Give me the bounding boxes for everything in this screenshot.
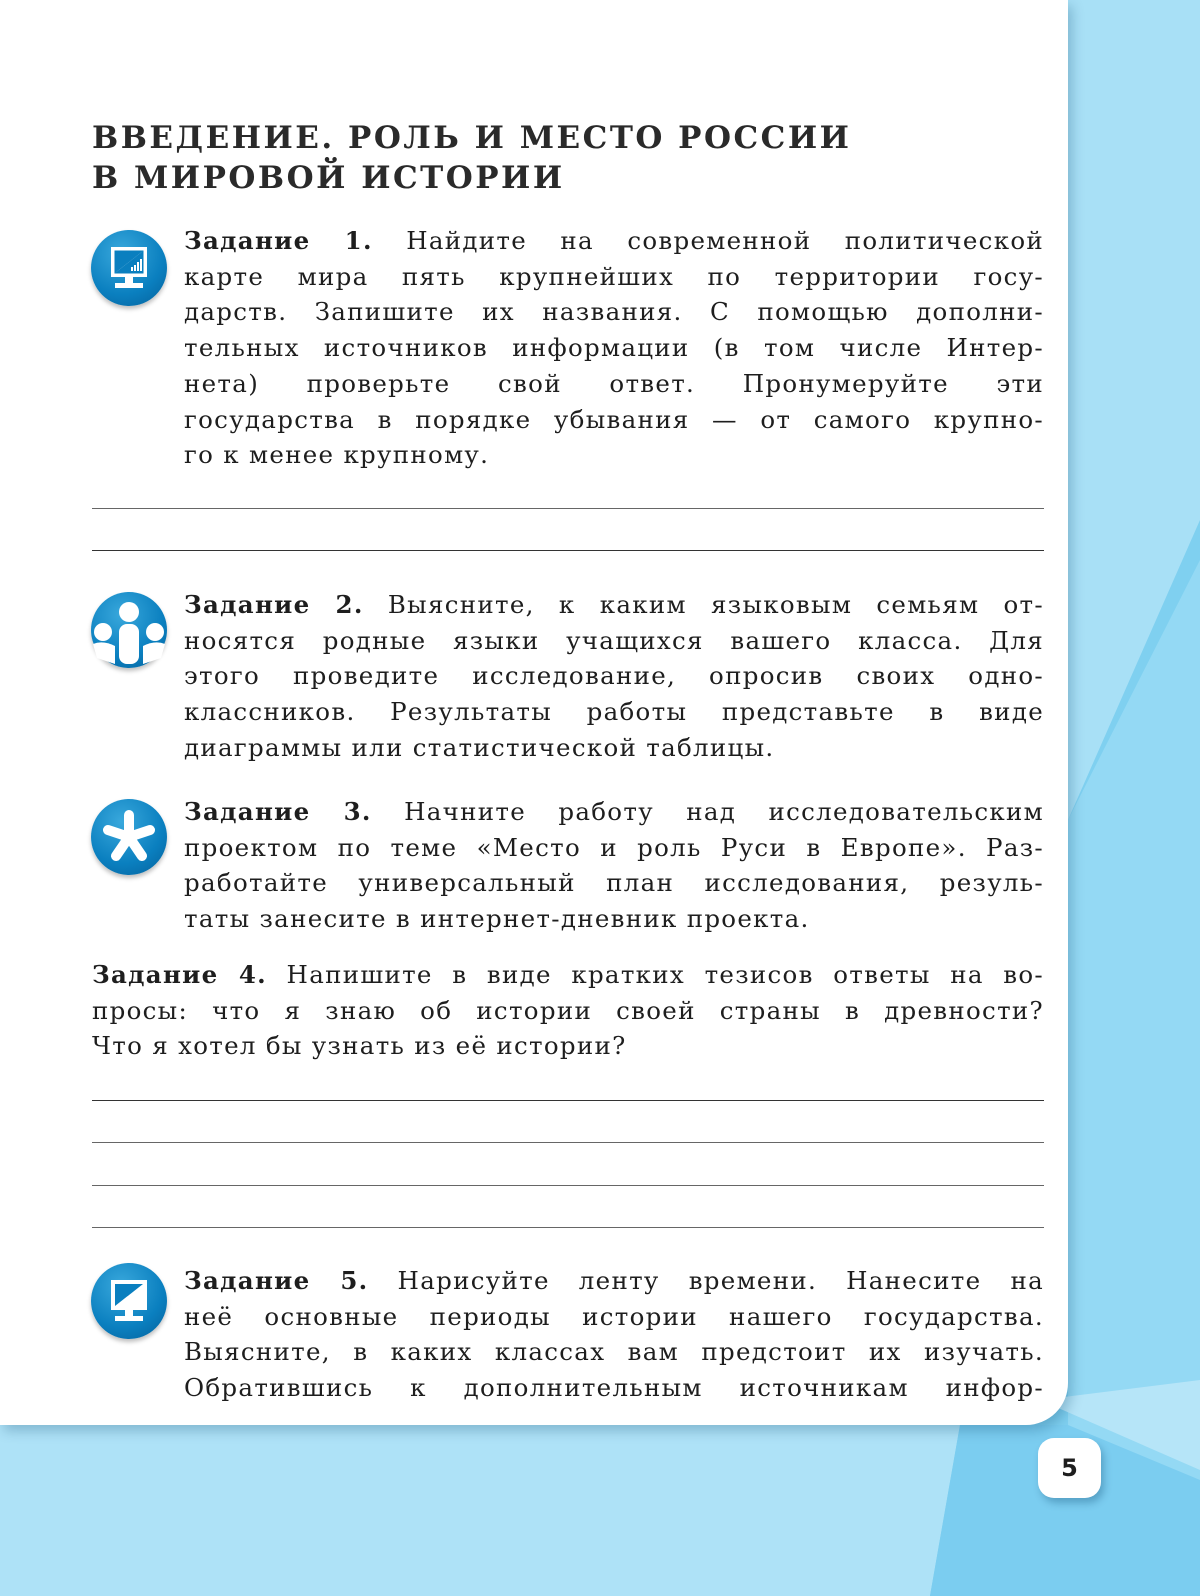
task-text: этого проведите исследование, опросив своих одно- (184, 661, 1044, 691)
chapter-title (92, 118, 851, 198)
answer-line[interactable] (92, 1142, 1044, 1143)
task-2 (184, 587, 1044, 766)
answer-line[interactable] (92, 550, 1044, 551)
title-line: В МИРОВОЙ ИСТОРИИ (92, 160, 565, 196)
task-text: государства в порядке убывания — от самого крупно- (184, 404, 1044, 434)
task-text: тельных источников информации (в том числе Интер- (184, 333, 1044, 363)
task-text: Напишите в виде кратких тезисов ответы на во- (267, 960, 1044, 989)
task-text: Что я хотел бы узнать из её истории? (92, 1031, 627, 1061)
task-4 (92, 957, 1044, 1064)
task-text: карте мира пять крупнейших по территории госу- (184, 261, 1044, 291)
task-text: Выясните, к каким языковым семьям от- (363, 590, 1044, 619)
task-1 (184, 223, 1044, 473)
task-label: Задание 3. (184, 797, 372, 826)
title-line: ВВЕДЕНИЕ. РОЛЬ И МЕСТО РОССИИ (92, 120, 852, 156)
task-label: Задание 2. (184, 590, 364, 619)
task-text: проектом по теме «Место и роль Руси в Европе». Раз- (184, 832, 1044, 862)
task-text: дарств. Запишите их названия. С помощью дополни- (184, 297, 1044, 327)
task-text: Нарисуйте ленту времени. Нанесите на (368, 1266, 1044, 1295)
task-text: Найдите на современной политической (372, 226, 1044, 255)
group-icon (91, 592, 167, 668)
answer-line[interactable] (92, 1100, 1044, 1101)
task-text: Выясните, в каких классах вам предстоит их изучать. (184, 1337, 1044, 1367)
task-text: Начните работу над исследовательским (371, 797, 1044, 826)
answer-line[interactable] (92, 508, 1044, 509)
task-text: таты занесите в интернет-дневник проекта. (184, 904, 810, 934)
answer-line[interactable] (92, 1185, 1044, 1186)
answer-line[interactable] (92, 1227, 1044, 1228)
task-text: работайте универсальный план исследования, резуль- (184, 868, 1044, 898)
task-text: диаграммы или статистической таблицы. (184, 732, 775, 762)
task-text: классников. Результаты работы представьте в виде (184, 697, 1044, 727)
task-text: неё основные периоды истории нашего государства. (184, 1301, 1044, 1331)
task-text: просы: что я знаю об истории своей страны в древности? (92, 995, 1044, 1025)
task-text: носятся родные языки учащихся вашего класса. Для (184, 625, 1044, 655)
task-label: Задание 4. (92, 960, 267, 989)
task-label: Задание 5. (184, 1266, 369, 1295)
task-text: го к менее крупному. (184, 440, 490, 470)
page-number: 5 (1038, 1438, 1101, 1498)
asterisk-icon (91, 799, 167, 875)
task-3 (184, 794, 1044, 937)
task-text: Обратившись к дополнительным источникам инфор- (184, 1373, 1044, 1403)
computer-icon (91, 1263, 167, 1339)
task-label: Задание 1. (184, 226, 373, 255)
task-5 (184, 1263, 1044, 1406)
computer-icon (91, 230, 167, 306)
task-text: нета) проверьте свой ответ. Пронумеруйте эти (184, 368, 1044, 398)
